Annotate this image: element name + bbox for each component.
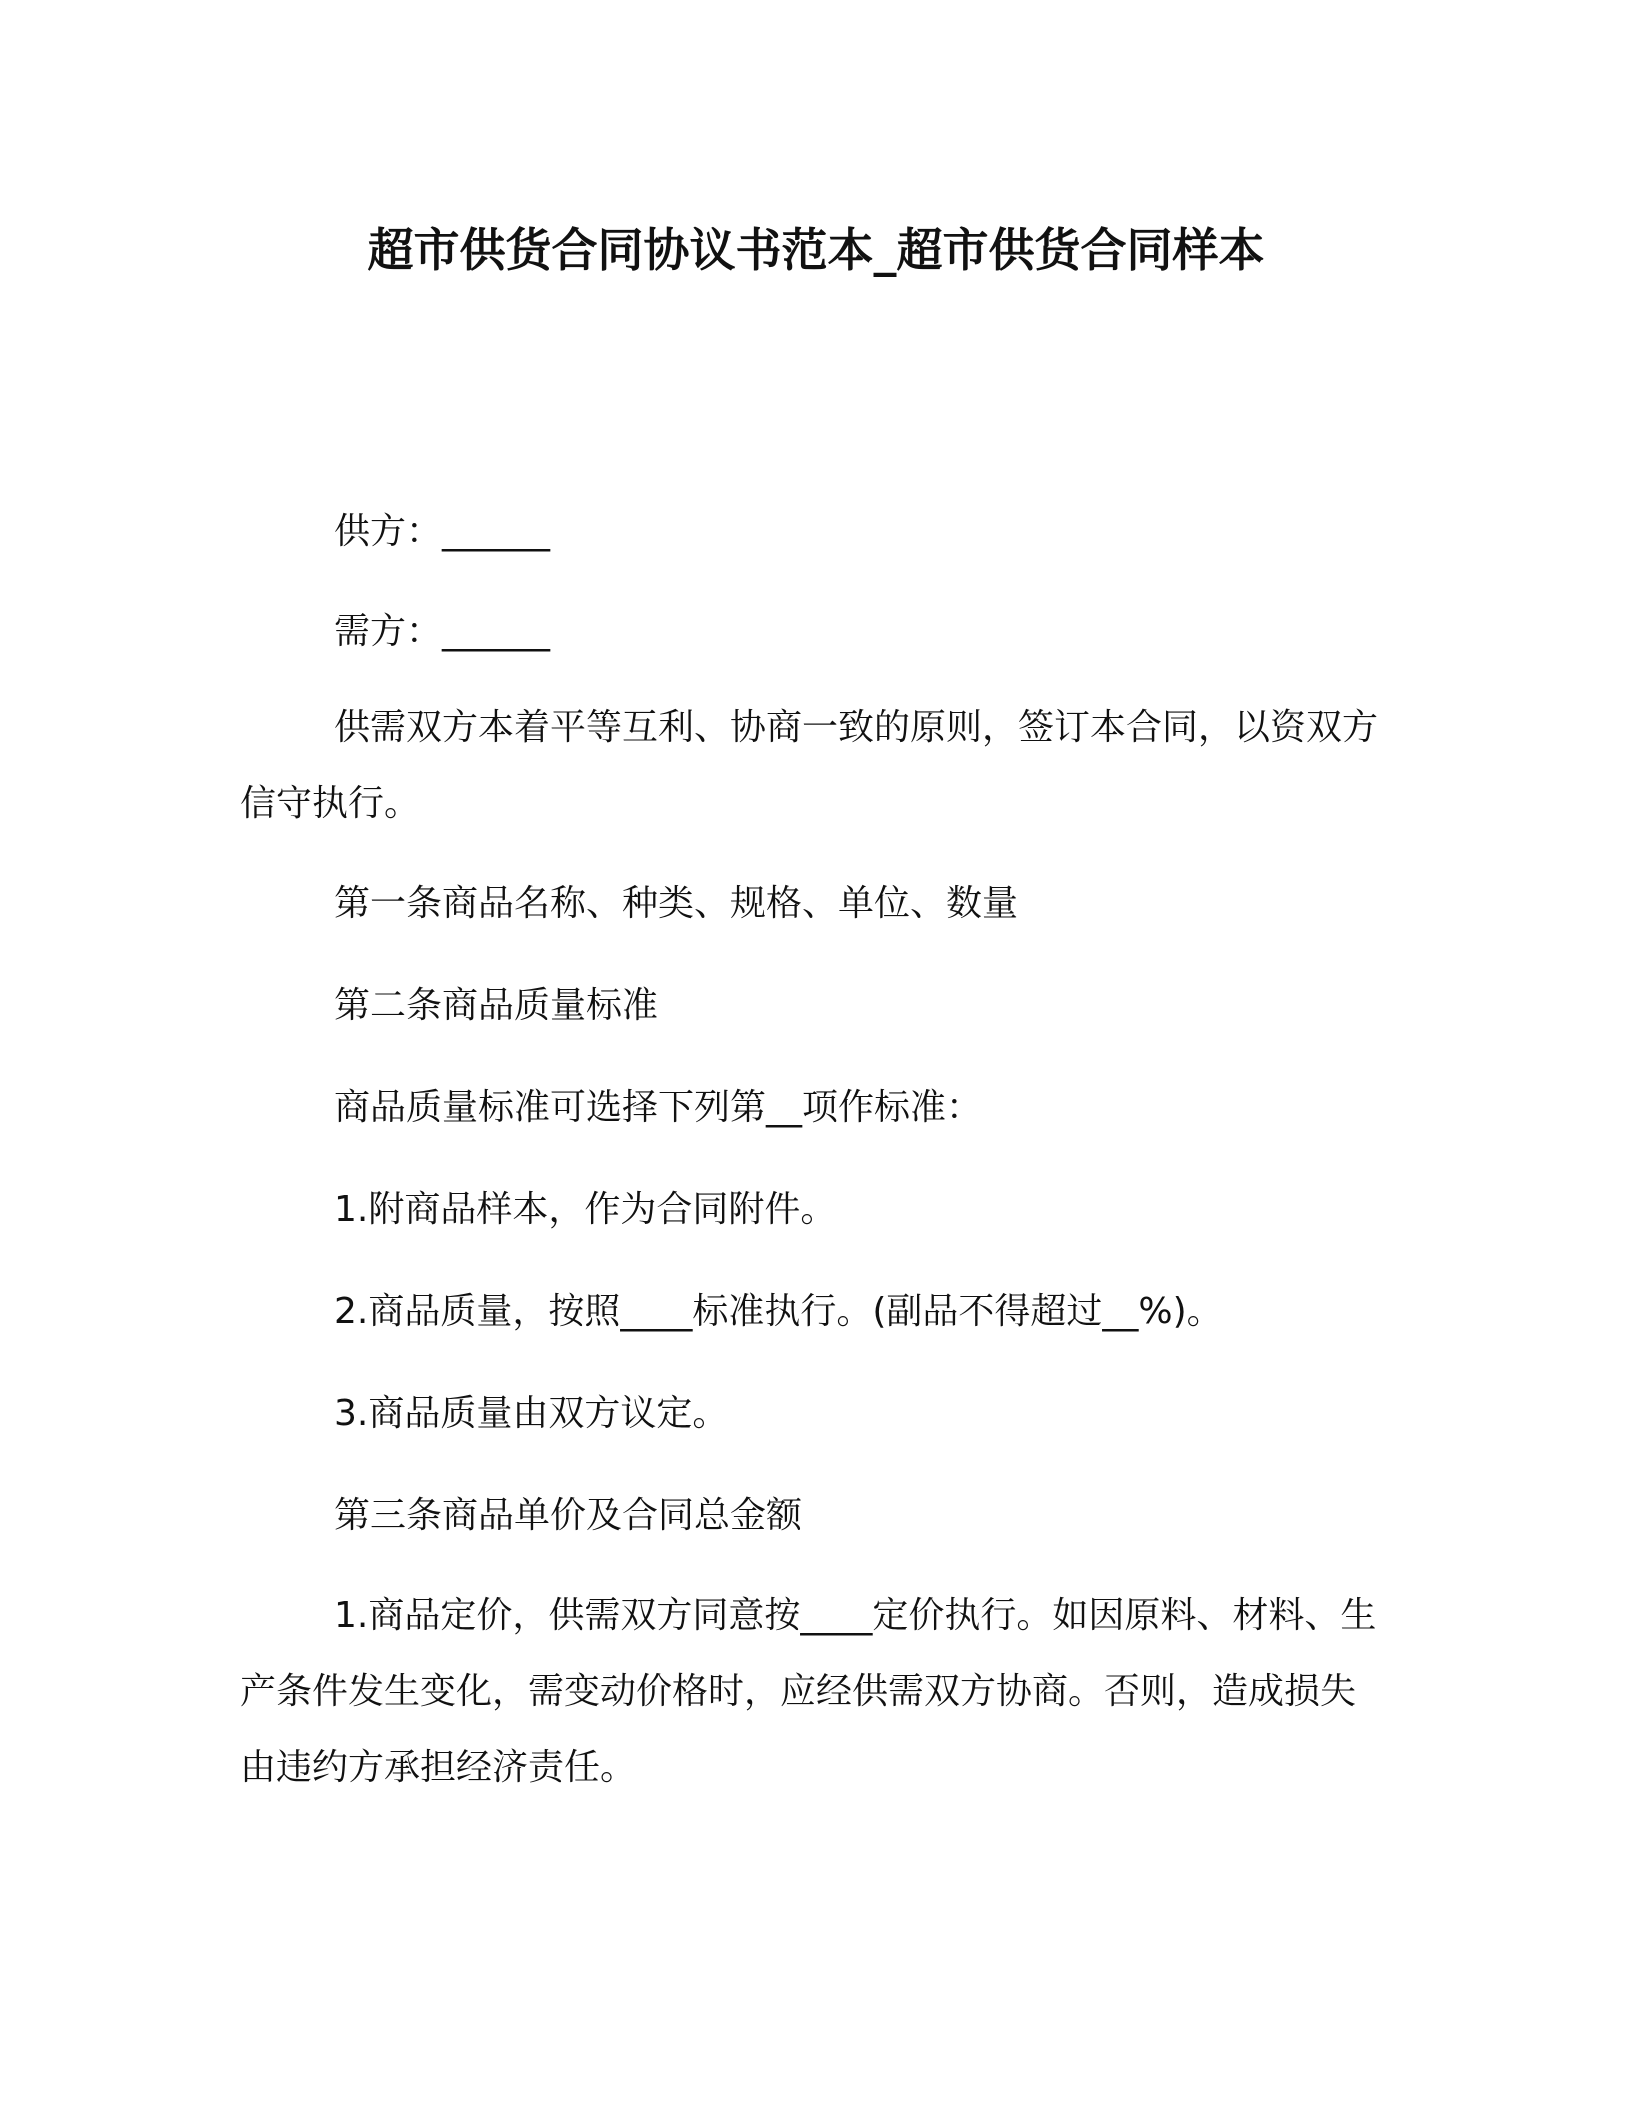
paragraph-supplier: 供方：______ [334, 511, 551, 552]
document-title: 超市供货合同协议书范本_超市供货合同样本 [367, 223, 1265, 277]
paragraph-quality-standard: 商品质量标准可选择下列第__项作标准： [334, 1087, 983, 1128]
paragraph-article-1: 第一条商品名称、种类、规格、单位、数量 [334, 883, 1019, 924]
paragraph-item-2: 2.商品质量，按照____标准执行。(副品不得超过__%)。 [334, 1291, 1223, 1332]
paragraph-article-2: 第二条商品质量标准 [334, 985, 659, 1026]
paragraph-pricing: 1.商品定价，供需双方同意按____定价执行。如因原料、材料、生产条件发生变化，需变动价格时，应经供需双方协商。否则，造成损失由违约方承担经济责任。 [240, 1595, 1377, 1788]
paragraph-preamble: 供需双方本着平等互利、协商一致的原则，签订本合同，以资双方信守执行。 [240, 707, 1379, 824]
paragraph-buyer: 需方：______ [334, 611, 551, 652]
paragraph-article-3: 第三条商品单价及合同总金额 [334, 1495, 803, 1536]
paragraph-item-3: 3.商品质量由双方议定。 [334, 1393, 729, 1434]
paragraph-item-1: 1.附商品样本，作为合同附件。 [334, 1189, 837, 1230]
